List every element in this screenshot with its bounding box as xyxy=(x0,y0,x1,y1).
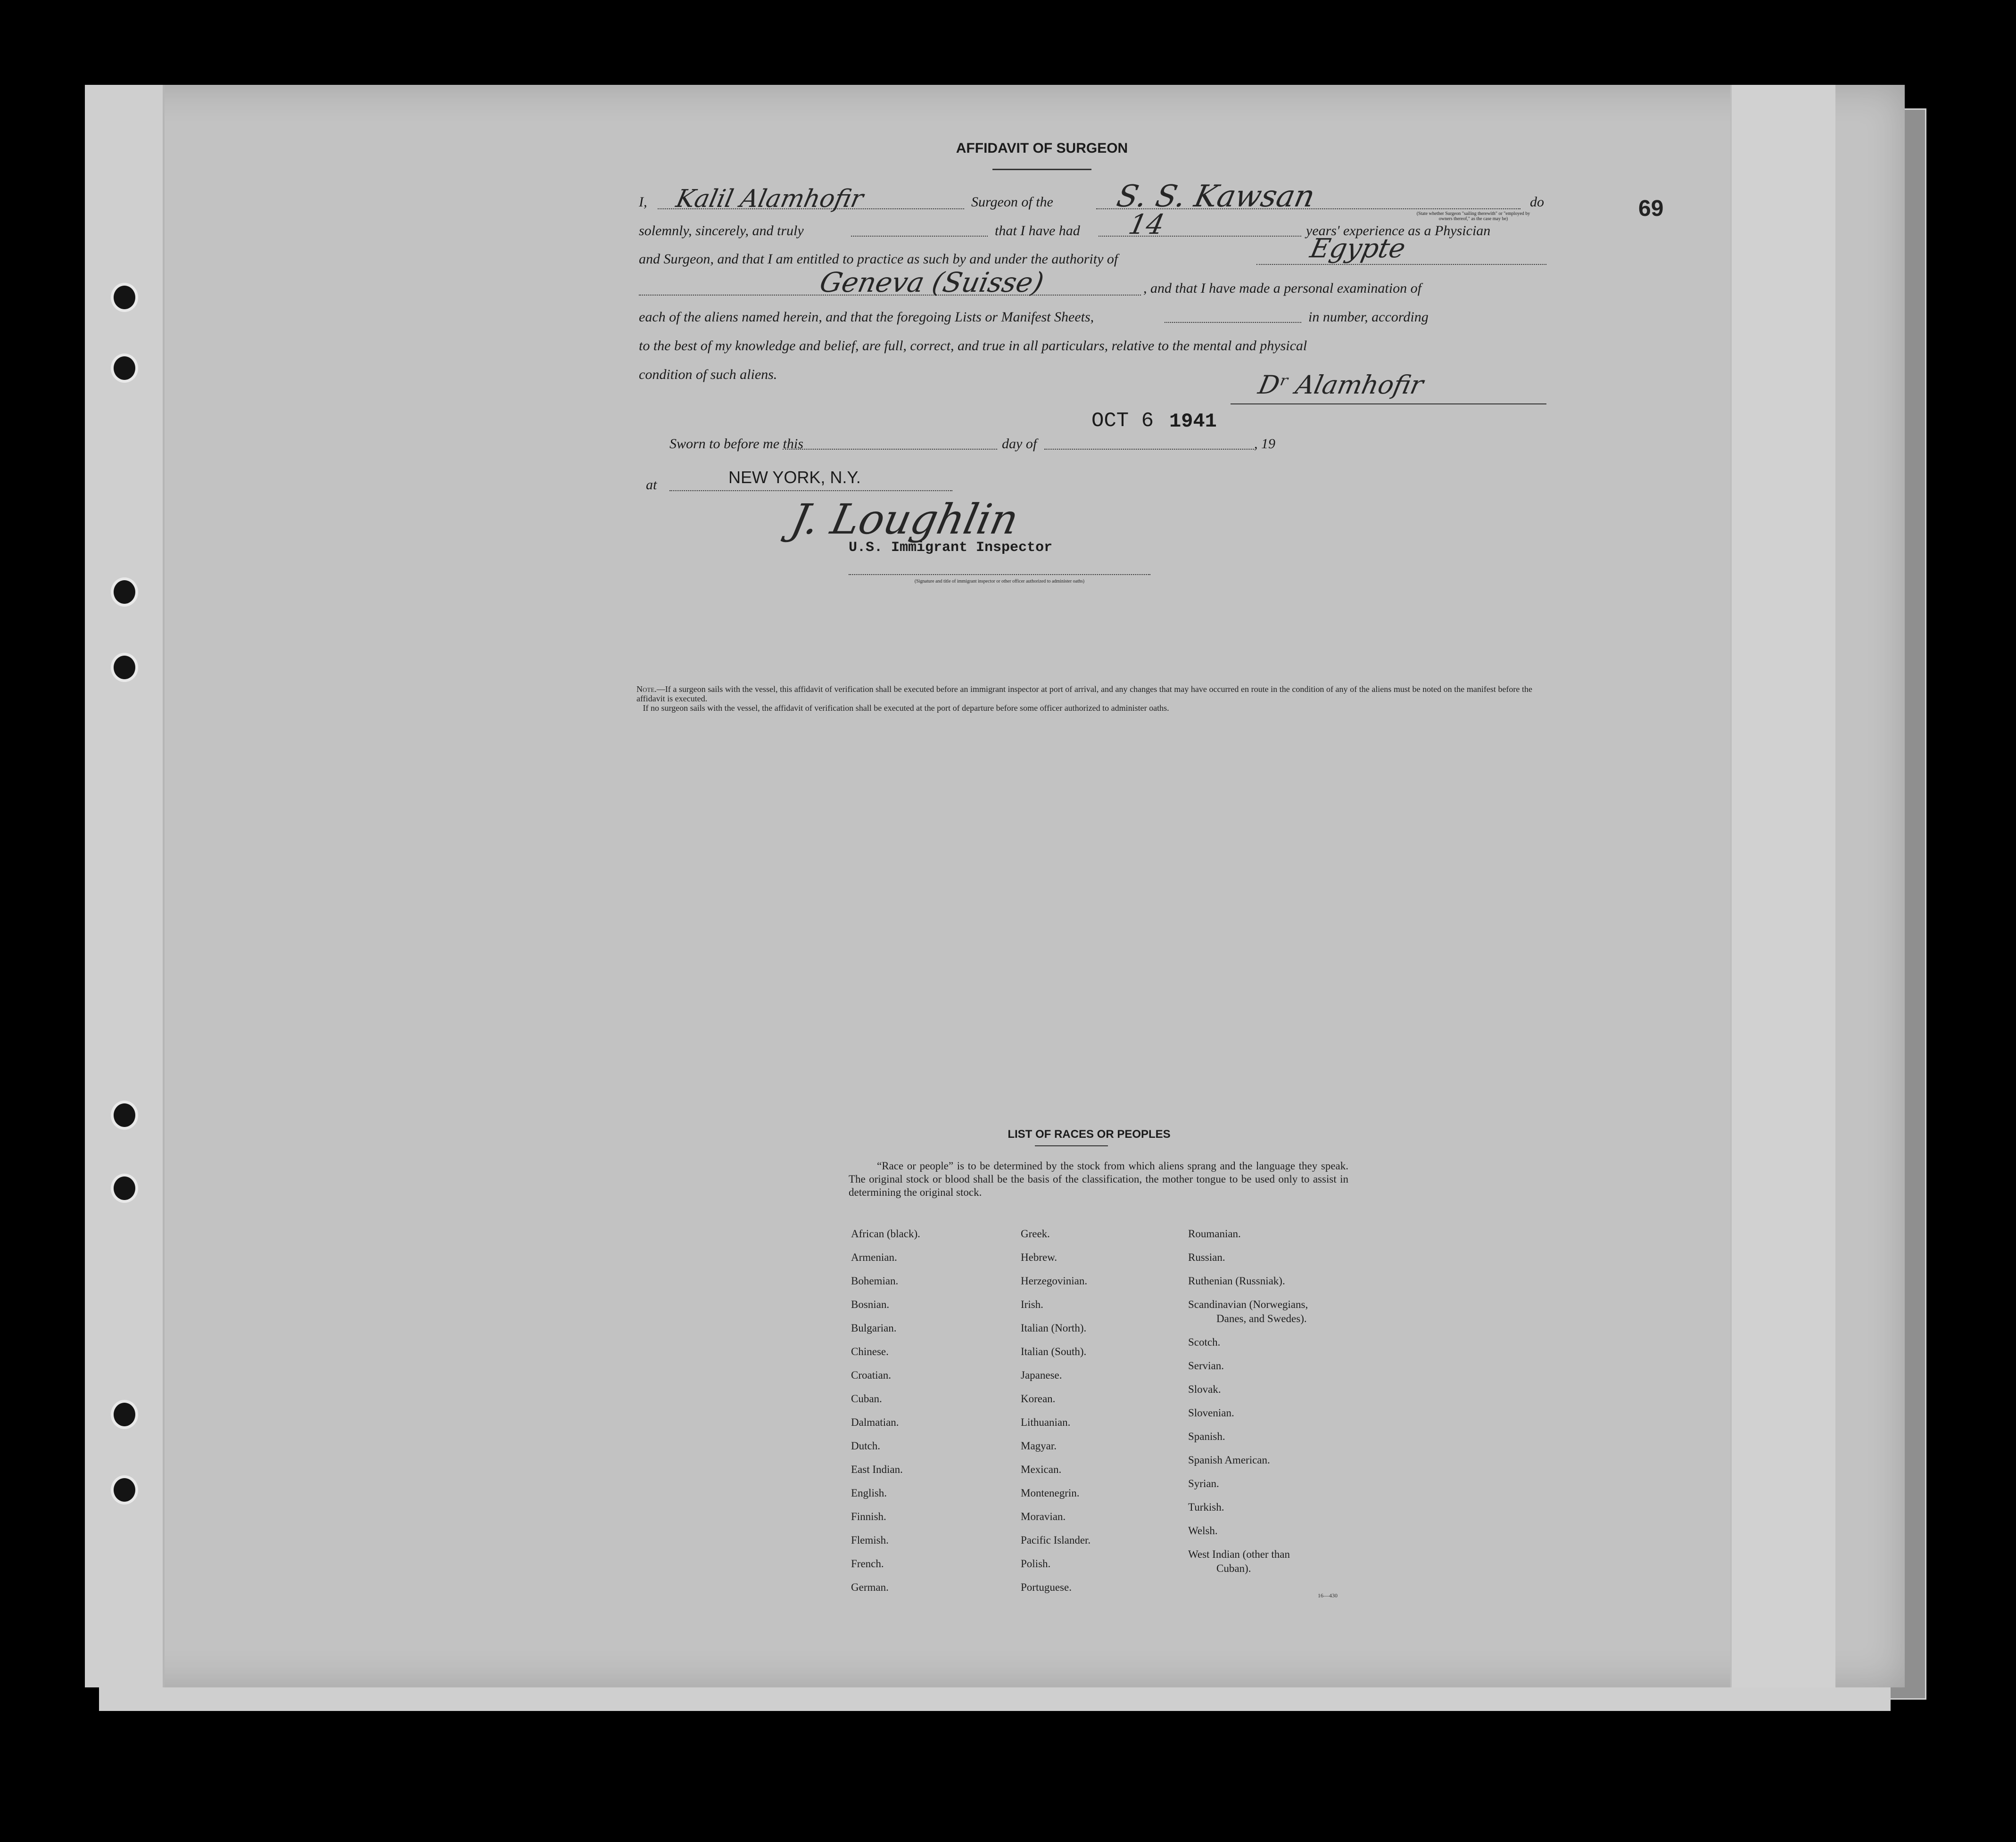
sworn-text: day of xyxy=(1002,436,1037,452)
race-item-continued: Danes, and Swedes). xyxy=(1216,1313,1307,1324)
race-item: Armenian. xyxy=(851,1251,897,1263)
race-item: French. xyxy=(851,1558,884,1570)
race-item: Spanish. xyxy=(1188,1431,1225,1442)
race-item: Spanish American. xyxy=(1188,1454,1270,1466)
surgeon-name-handwriting: Kalil Alamhofir xyxy=(673,185,866,213)
country-handwriting: Egypte xyxy=(1307,233,1408,264)
race-item: Montenegrin. xyxy=(1021,1487,1080,1499)
affidavit-text: I, xyxy=(639,194,647,210)
sheets-count-field xyxy=(1165,322,1301,323)
race-item: Flemish. xyxy=(851,1534,889,1546)
place-handwriting: Geneva (Suisse) xyxy=(817,266,1047,298)
race-item: Cuban. xyxy=(851,1393,882,1405)
race-item: Korean. xyxy=(1021,1393,1056,1405)
punch-hole-icon xyxy=(111,1400,138,1429)
affidavit-text: and Surgeon, and that I am entitled to practice as such by and under the authority of xyxy=(639,251,1118,267)
race-item: Italian (South). xyxy=(1021,1346,1087,1357)
race-item: Moravian. xyxy=(1021,1511,1066,1522)
race-item: African (black). xyxy=(851,1228,920,1240)
place-stamp: NEW YORK, N.Y. xyxy=(728,468,861,487)
inspector-signature-line xyxy=(849,574,1150,575)
punch-hole-icon xyxy=(111,653,138,682)
race-item: Chinese. xyxy=(851,1346,889,1357)
race-item: Polish. xyxy=(1021,1558,1051,1570)
signature-caption: (Signature and title of immigrant inspector or other officer authorized to administer oaths) xyxy=(914,579,1085,584)
races-title: LIST OF RACES OR PEOPLES xyxy=(1008,1128,1171,1141)
date-stamp: OCT 6 xyxy=(1091,409,1154,433)
race-item: Magyar. xyxy=(1021,1440,1057,1452)
affidavit-text: each of the aliens named herein, and that the foregoing Lists or Manifest Sheets, xyxy=(639,309,1094,325)
inspector-signature: J. Loughlin xyxy=(787,495,1023,543)
affidavit-text: , and that I have made a personal examination of xyxy=(1143,280,1421,296)
vessel-name-handwriting: S. S. Kawsan xyxy=(1114,179,1318,214)
years-handwriting: 14 xyxy=(1125,208,1168,240)
inspector-title-stamp: U.S. Immigrant Inspector xyxy=(849,540,1053,556)
punch-hole-icon xyxy=(111,283,138,312)
affidavit-text: do xyxy=(1530,194,1544,210)
surgeon-signature: Dʳ Alamhofir xyxy=(1256,370,1426,400)
races-title-rule xyxy=(1035,1145,1108,1146)
race-item: Irish. xyxy=(1021,1299,1043,1310)
race-item: Croatian. xyxy=(851,1369,891,1381)
punch-hole-icon xyxy=(111,1174,138,1203)
affidavit-text: in number, according xyxy=(1308,309,1429,325)
races-intro: “Race or people” is to be determined by the stock from which aliens sprang and the language they speak. The original stock or blood shall be the basis of the classification, the mother tongue to be used only to assist in determining the original stock. xyxy=(849,1160,1348,1198)
race-item: Italian (North). xyxy=(1021,1322,1087,1334)
race-item: English. xyxy=(851,1487,887,1499)
punch-hole-icon xyxy=(111,1101,138,1130)
form-number: 16—430 xyxy=(1318,1592,1338,1599)
race-item: Herzegovinian. xyxy=(1021,1275,1088,1287)
page-number: 69 xyxy=(1638,196,1664,221)
punch-hole-icon xyxy=(111,577,138,607)
note-text: If no surgeon sails with the vessel, the affidavit of verification shall be executed at the port of departure before some officer authorized to administer oaths. xyxy=(643,703,1169,713)
race-item: Syrian. xyxy=(1188,1478,1219,1489)
race-item: East Indian. xyxy=(851,1464,903,1475)
race-item: German. xyxy=(851,1581,889,1593)
race-item: Scotch. xyxy=(1188,1336,1221,1348)
race-item: Bosnian. xyxy=(851,1299,890,1310)
race-item: Slovenian. xyxy=(1188,1407,1234,1419)
race-item: Lithuanian. xyxy=(1021,1416,1071,1428)
race-item: Turkish. xyxy=(1188,1501,1224,1513)
affidavit-text: that I have had xyxy=(995,223,1080,238)
affidavit-note xyxy=(636,684,1532,713)
affidavit-text: solemnly, sincerely, and truly xyxy=(639,223,804,238)
race-item: Scandinavian (Norwegians, xyxy=(1188,1299,1308,1310)
race-item-continued: Cuban). xyxy=(1216,1562,1251,1574)
title-rule xyxy=(992,169,1091,170)
affidavit-text: to the best of my knowledge and belief, are full, correct, and true in all particulars, relative to the mental and physical xyxy=(639,338,1307,354)
authority-field xyxy=(1256,264,1546,265)
oath-field xyxy=(851,236,988,237)
race-item: Greek. xyxy=(1021,1228,1050,1240)
race-item: Slovak. xyxy=(1188,1383,1221,1395)
races-column-3 xyxy=(1188,1228,1308,1586)
race-item: Bohemian. xyxy=(851,1275,899,1287)
note-label: Note. xyxy=(636,684,657,694)
affidavit-text: condition of such aliens. xyxy=(639,367,777,382)
affidavit-text: years' experience as a Physician xyxy=(1306,223,1491,238)
binding-strip-left xyxy=(85,85,165,1687)
race-item: Japanese. xyxy=(1021,1369,1062,1381)
sworn-day-field xyxy=(783,449,997,450)
at-label: at xyxy=(646,477,657,493)
race-item: Dutch. xyxy=(851,1440,880,1452)
affidavit-text: Surgeon of the xyxy=(971,194,1053,210)
place-field xyxy=(669,490,952,491)
year-stamp: 1941 xyxy=(1169,410,1217,433)
sworn-month-field xyxy=(1044,449,1254,450)
race-item: Russian. xyxy=(1188,1251,1225,1263)
punch-hole-icon xyxy=(111,1475,138,1505)
race-item: Servian. xyxy=(1188,1360,1224,1372)
sworn-text: , 19 xyxy=(1254,436,1275,452)
race-item: Roumanian. xyxy=(1188,1228,1241,1240)
races-column-2 xyxy=(1021,1228,1091,1605)
race-item: West Indian (other than xyxy=(1188,1548,1290,1560)
manifest-page xyxy=(85,85,1905,1687)
race-item: Pacific Islander. xyxy=(1021,1534,1091,1546)
race-item: Mexican. xyxy=(1021,1464,1062,1475)
race-item: Ruthenian (Russniak). xyxy=(1188,1275,1285,1287)
punch-hole-icon xyxy=(111,354,138,383)
affidavit-title: AFFIDAVIT OF SURGEON xyxy=(956,140,1128,156)
race-item: Welsh. xyxy=(1188,1525,1218,1537)
races-column-1 xyxy=(851,1228,920,1605)
sworn-text: Sworn to before me this xyxy=(669,436,803,452)
race-item: Finnish. xyxy=(851,1511,886,1522)
race-item: Bulgarian. xyxy=(851,1322,897,1334)
vessel-field-note: (State whether Surgeon "sailing therewith" or "employed by owners thereof," as the case may be) xyxy=(1416,211,1530,222)
race-item: Dalmatian. xyxy=(851,1416,899,1428)
surgeon-signature-line xyxy=(1231,403,1546,404)
note-text: —If a surgeon sails with the vessel, this affidavit of verification shall be executed before an immigrant inspector at port of arrival, and any changes that may have occurred en route in the condition of any of the aliens must be noted on the manifest before the affidavit is executed. xyxy=(636,684,1532,703)
race-item: Hebrew. xyxy=(1021,1251,1058,1263)
race-item: Portuguese. xyxy=(1021,1581,1072,1593)
binding-strip-right xyxy=(1730,85,1835,1687)
